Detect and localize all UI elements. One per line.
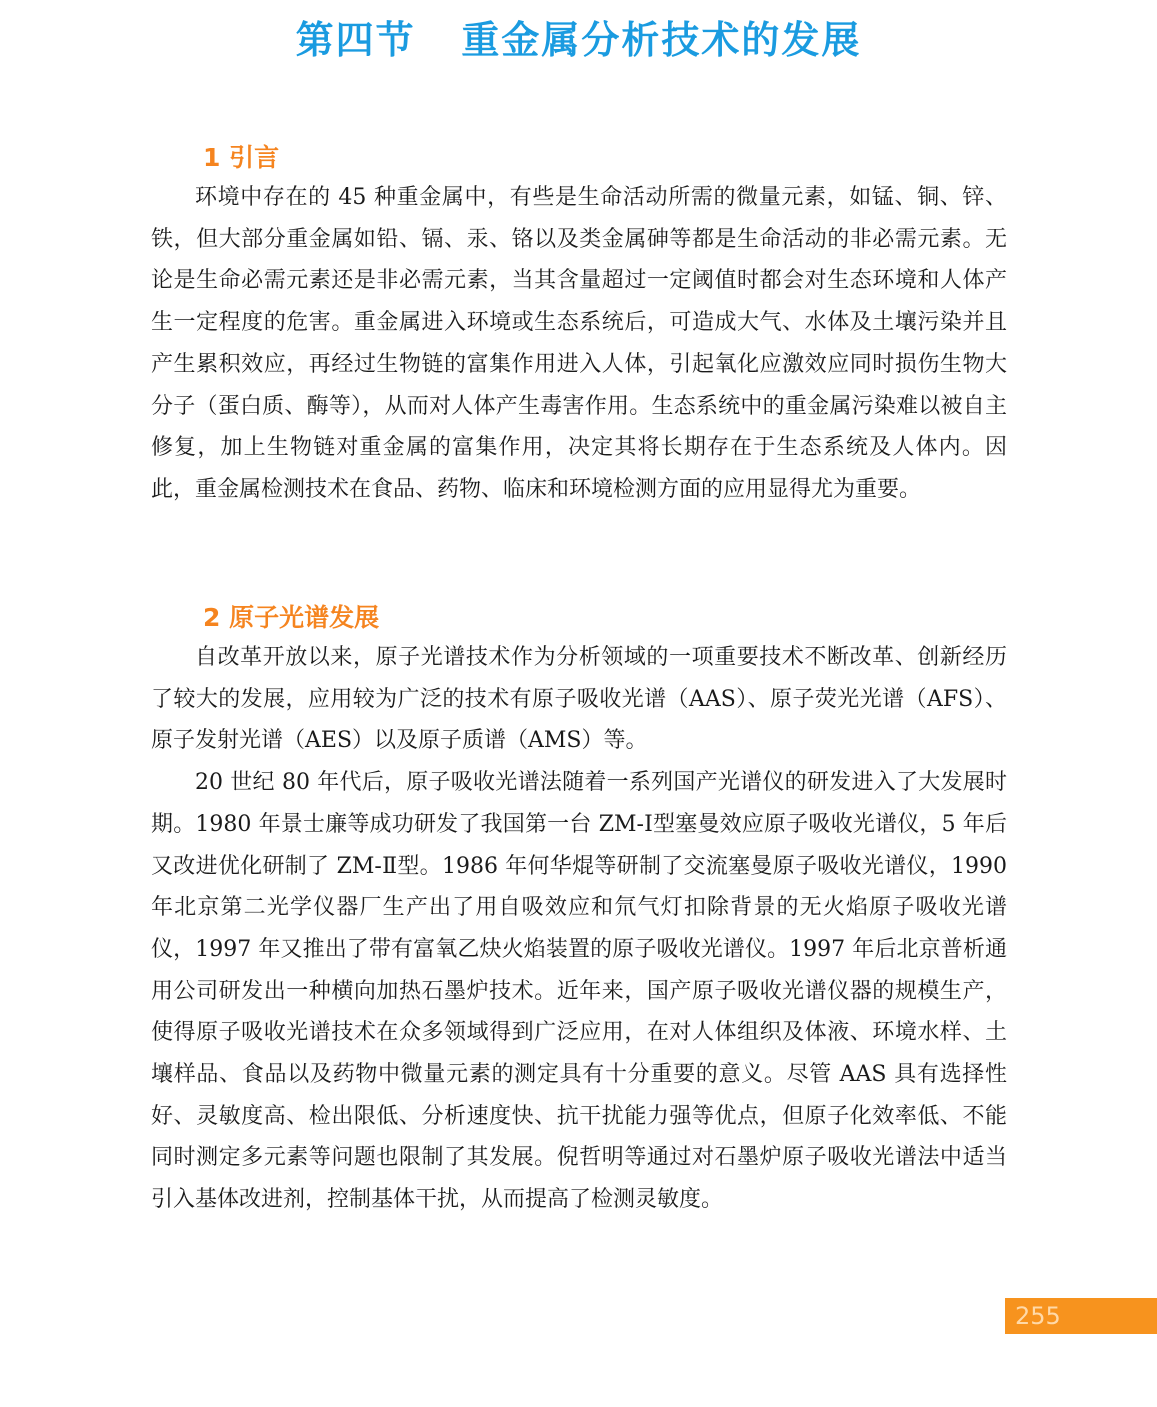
section-body-atomic-spectroscopy bbox=[151, 637, 1007, 1221]
page-title: 第四节 重金属分析技术的发展 bbox=[295, 18, 862, 62]
paragraph: 20 世纪 80 年代后，原子吸收光谱法随着一系列国产光谱仪的研发进入了大发展时期。1980 年景士廉等成功研发了我国第一台 ZM-Ⅰ型塞曼效应原子吸收光谱仪，5 年后又改进优化研制了 ZM-Ⅱ型。1986 年何华焜等研制了交流塞曼原子吸收光谱仪，1990 年北京第二光学仪器厂生产出了用自吸效应和氘气灯扣除背景的无火焰原子吸收光谱仪，1997 年又推出了带有富氧乙炔火焰装置的原子吸收光谱仪。1997 年后北京普析通用公司研发出一种横向加热石墨炉技术。近年来，国产原子吸收光谱仪器的规模生产，使得原子吸收光谱技术在众多领域得到广泛应用，在对人体组织及体液、环境水样、土壤样品、食品以及药物中微量元素的测定具有十分重要的意义。尽管 AAS 具有选择性好、灵敏度高、检出限低、分析速度快、抗干扰能力强等优点，但原子化效率低、不能同时测定多元素等问题也限制了其发展。倪哲明等通过对石墨炉原子吸收光谱法中适当引入基体改进剂，控制基体干扰，从而提高了检测灵敏度。 bbox=[151, 770, 1007, 1213]
section-heading-introduction: 1 引言 bbox=[203, 143, 280, 172]
section-body-introduction bbox=[151, 177, 1007, 511]
page-number: 255 bbox=[1015, 1302, 1061, 1330]
section-heading-atomic-spectroscopy: 2 原子光谱发展 bbox=[203, 603, 380, 632]
paragraph: 自改革开放以来，原子光谱技术作为分析领域的一项重要技术不断改革、创新经历了较大的发展，应用较为广泛的技术有原子吸收光谱（AAS）、原子荧光光谱（AFS）、原子发射光谱（AES）以及原子质谱（AMS）等。 bbox=[151, 645, 1007, 754]
page-number-tab bbox=[1005, 1298, 1157, 1334]
paragraph: 环境中存在的 45 种重金属中，有些是生命活动所需的微量元素，如锰、铜、锌、铁，但大部分重金属如铅、镉、汞、铬以及类金属砷等都是生命活动的非必需元素。无论是生命必需元素还是非必需元素，当其含量超过一定阈值时都会对生态环境和人体产生一定程度的危害。重金属进入环境或生态系统后，可造成大气、水体及土壤污染并且产生累积效应，再经过生物链的富集作用进入人体，引起氧化应激效应同时损伤生物大分子（蛋白质、酶等），从而对人体产生毒害作用。生态系统中的重金属污染难以被自主修复，加上生物链对重金属的富集作用，决定其将长期存在于生态系统及人体内。因此，重金属检测技术在食品、药物、临床和环境检测方面的应用显得尤为重要。 bbox=[151, 185, 1007, 502]
